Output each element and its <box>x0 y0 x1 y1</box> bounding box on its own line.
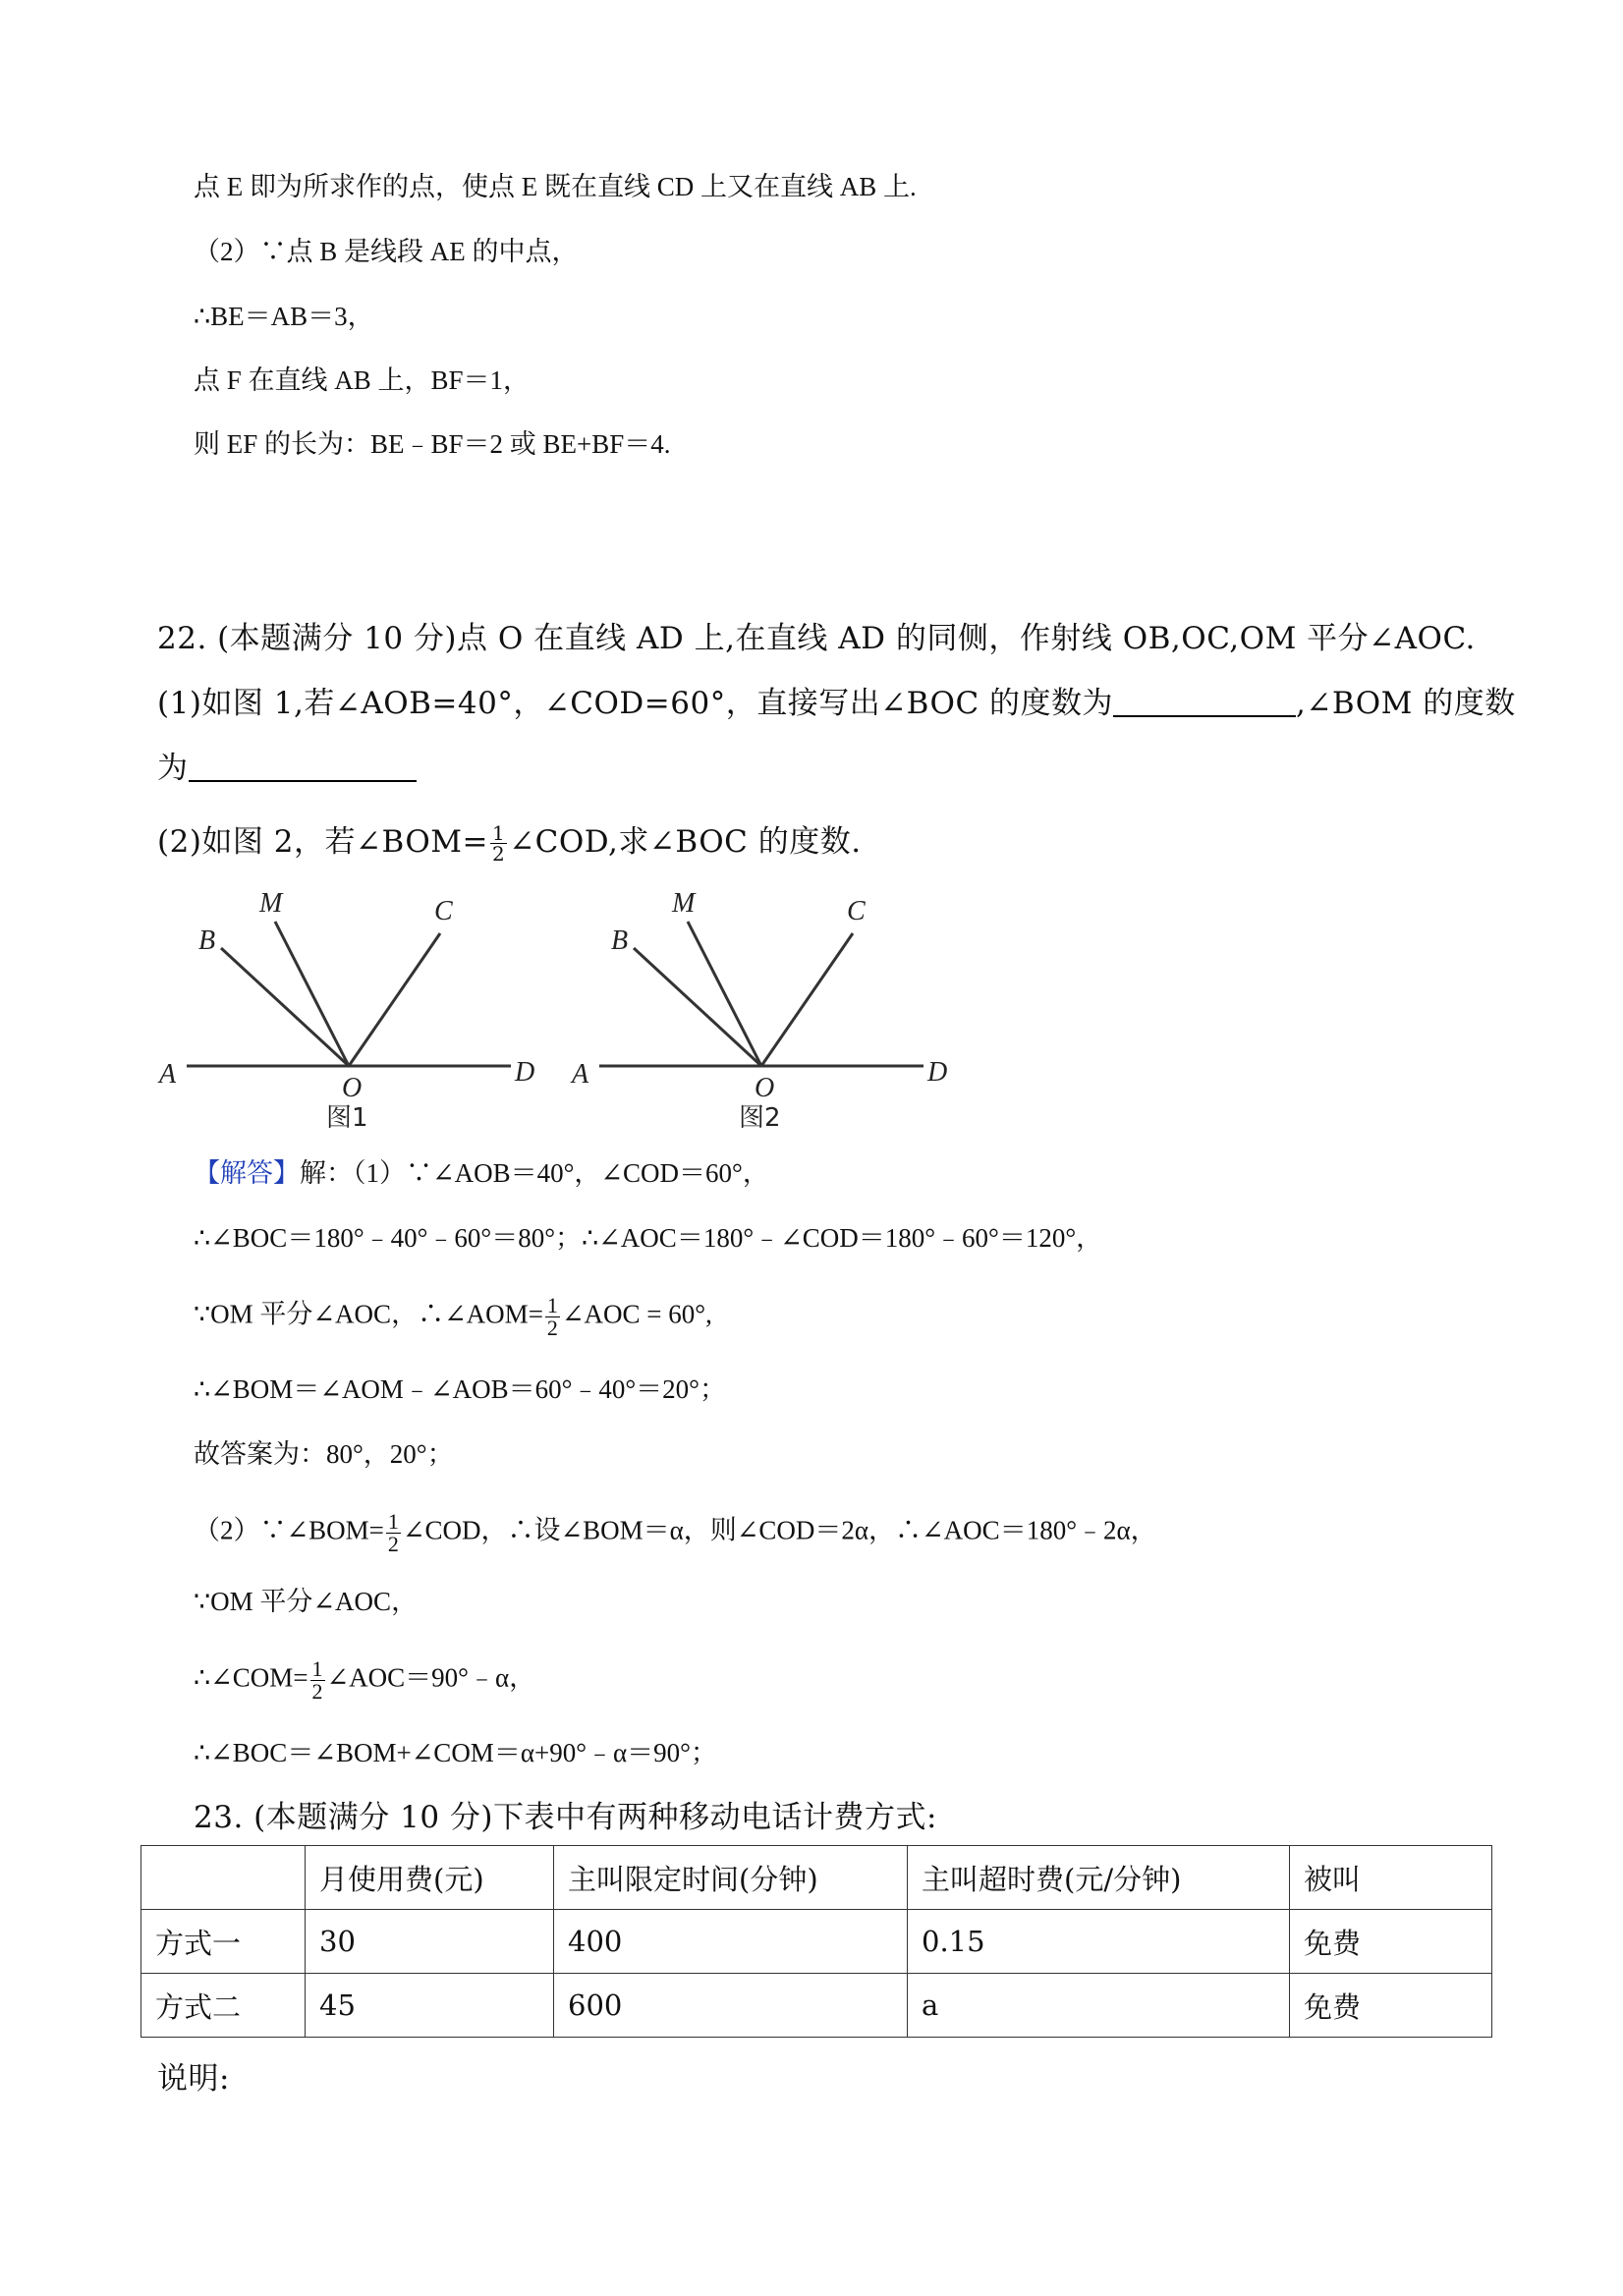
solution-line-9: ∴∠BOC＝∠BOM+∠COM＝α+90°﹣α＝90°； <box>194 1738 717 1767</box>
table-header-row <box>141 1846 1492 1910</box>
fraction-numerator: 1 <box>311 1656 323 1681</box>
table-cell: 免费 <box>1290 1974 1492 2038</box>
table-cell: 45 <box>306 1974 554 2038</box>
table-cell: 400 <box>554 1910 908 1974</box>
figure-caption: 图2 <box>739 1103 781 1133</box>
fraction-numerator: 1 <box>491 821 506 845</box>
q23-note: 说明: <box>157 2061 230 2097</box>
solution-line-6 <box>194 1511 1157 1555</box>
label-B: B <box>611 925 629 956</box>
table-cell: 方式二 <box>141 1974 306 2038</box>
table-cell: 600 <box>554 1974 908 2038</box>
q23-title: 23. (本题满分 10 分)下表中有两种移动电话计费方式: <box>194 1800 937 1835</box>
fraction-numerator: 1 <box>387 1509 399 1534</box>
label-O: O <box>755 1073 775 1103</box>
label-M: M <box>259 888 283 919</box>
solution-text: （2）∵∠BOM= <box>194 1515 384 1545</box>
label-B: B <box>198 925 216 956</box>
solution-line-2: ∴∠BOC＝180°﹣40°﹣60°＝80°；∴∠AOC＝180°﹣∠COD＝180°﹣60°＝120°， <box>194 1223 1103 1253</box>
q22-part1-text-c: 为 <box>157 751 189 786</box>
label-D: D <box>515 1057 535 1088</box>
label-O: O <box>342 1073 363 1103</box>
header-cell: 月使用费(元) <box>306 1846 554 1910</box>
table-cell: 0.15 <box>908 1910 1290 1974</box>
q22-part1-text-b: ,∠BOM 的度数 <box>1296 686 1516 721</box>
step3-text: 点 E 即为所求作的点，使点 E 既在直线 CD 上又在直线 AB 上. <box>194 172 917 201</box>
solution-line-7: ∵OM 平分∠AOC， <box>194 1587 419 1616</box>
fraction-half <box>386 1511 401 1555</box>
figure-2 <box>560 874 973 1140</box>
solution-line-8 <box>194 1658 535 1703</box>
header-cell <box>141 1846 306 1910</box>
table-row <box>141 1910 1492 1974</box>
solution-text: 解：（1）∵∠AOB＝40°，∠COD＝60°， <box>300 1158 769 1188</box>
solution-text: ∴∠COM= <box>194 1662 308 1693</box>
solution-line-3 <box>194 1295 712 1339</box>
fraction-denominator: 2 <box>491 842 506 866</box>
be-equation: ∴BE＝AB＝3， <box>194 302 374 331</box>
ef-length: 则 EF 的长为：BE﹣BF＝2 或 BE+BF＝4. <box>194 429 671 459</box>
fee-table <box>140 1845 1492 2038</box>
fraction-denominator: 2 <box>311 1679 323 1704</box>
figure-caption: 图1 <box>326 1103 368 1133</box>
q22-part1 <box>157 686 1516 721</box>
header-cell: 主叫限定时间(分钟) <box>554 1846 908 1910</box>
solution-line-1 <box>194 1155 769 1191</box>
label-C: C <box>847 896 866 926</box>
table-cell: 免费 <box>1290 1910 1492 1974</box>
figure-1 <box>147 874 560 1140</box>
solution-text: ∠COD，∴设∠BOM＝α，则∠COD＝2α，∴∠AOC＝180°﹣2α， <box>402 1515 1157 1545</box>
part2-lead: （2）∵点 B 是线段 AE 的中点， <box>194 237 579 266</box>
solution-tag: 【解答】 <box>194 1158 300 1188</box>
solution-text: ∠AOC＝90°﹣α， <box>326 1662 536 1693</box>
solution-text: ∠AOC = 60°, <box>561 1299 712 1329</box>
label-A: A <box>572 1059 589 1090</box>
solution-line-4: ∴∠BOM＝∠AOM﹣∠AOB＝60°﹣40°＝20°； <box>194 1374 726 1404</box>
solution-line-5: 故答案为：80°，20°； <box>194 1439 454 1469</box>
label-D: D <box>927 1057 948 1088</box>
label-C: C <box>434 896 453 926</box>
q22-part1-cont <box>157 751 417 786</box>
label-M: M <box>672 888 696 919</box>
q22-part2-text-b: ∠COD,求∠BOC 的度数. <box>509 824 862 860</box>
fraction-numerator: 1 <box>546 1293 558 1317</box>
fraction-denominator: 2 <box>387 1532 399 1556</box>
q22-part2-text-a: (2)如图 2，若∠BOM= <box>157 824 488 860</box>
answer-blank-boc[interactable] <box>1113 686 1296 717</box>
q22-part2 <box>157 823 862 864</box>
fraction-denominator: 2 <box>546 1316 558 1340</box>
fraction-half <box>310 1658 325 1703</box>
table-cell: a <box>908 1974 1290 2038</box>
header-cell: 被叫 <box>1290 1846 1492 1910</box>
table-row <box>141 1974 1492 2038</box>
solution-text: ∵OM 平分∠AOC，∴∠AOM= <box>194 1299 543 1329</box>
q22-part1-text: (1)如图 1,若∠AOB=40°，∠COD=60°，直接写出∠BOC 的度数为 <box>157 686 1114 721</box>
q22-title: 22. (本题满分 10 分)点 O 在直线 AD 上,在直线 AD 的同侧，作射线 OB,OC,OM 平分∠AOC. <box>157 621 1476 656</box>
label-A: A <box>159 1059 177 1090</box>
header-cell: 主叫超时费(元/分钟) <box>908 1846 1290 1910</box>
fraction-half <box>490 823 507 864</box>
fraction-half <box>545 1295 560 1339</box>
answer-blank-bom[interactable] <box>189 751 417 782</box>
table-cell: 30 <box>306 1910 554 1974</box>
table-cell: 方式一 <box>141 1910 306 1974</box>
f-on-ab: 点 F 在直线 AB 上，BF＝1， <box>194 365 531 395</box>
